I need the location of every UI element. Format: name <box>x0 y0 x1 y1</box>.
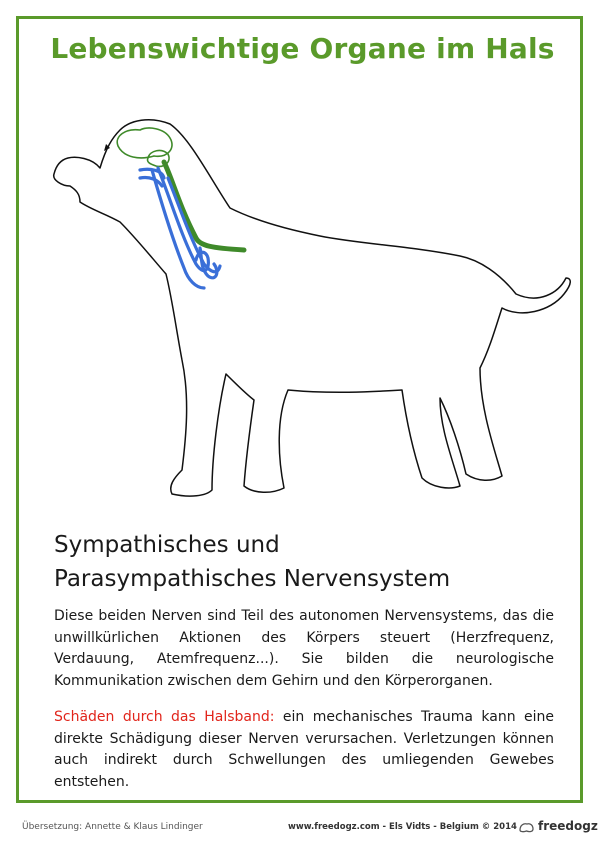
page-title: Lebenswichtige Organe im Hals <box>50 32 555 65</box>
translation-credit: Übersetzung: Annette & Klaus Lindinger <box>22 822 203 832</box>
paragraph-description: Diese beiden Nerven sind Teil des autonomen Nervensystems, das die unwillkürlichen Aktionen des Körpers steuert (Herzfrequenz, Verdauung, Atemfrequenz...). Sie bilden die neurologische Kommunikation zwischen dem Gehirn und den Körperorganen. <box>54 608 554 689</box>
brain-outline <box>117 128 172 158</box>
damage-text: ein mechanisches Trauma kann eine direkte Schädigung dieser Nerven verursachen. Verletzungen können auch indirekt durch Schwellungen des umliegenden Gewebes entstehen. <box>54 709 555 790</box>
dog-outline <box>54 120 571 496</box>
brand-name: freedogz <box>538 819 598 833</box>
damage-highlight: Schäden durch das Halsband: <box>54 709 275 725</box>
sympathetic-nerves <box>140 168 220 288</box>
vagus-nerve <box>164 162 244 250</box>
copyright-credit: www.freedogz.com - Els Vidts - Belgium © 2014 <box>288 822 517 832</box>
dog-nervous-system-illustration <box>40 98 580 510</box>
heading-line-1: Sympathisches und <box>54 532 280 558</box>
freedogz-logo <box>518 819 598 833</box>
paragraph-damage <box>54 707 554 793</box>
section-heading <box>54 528 574 596</box>
paw-icon <box>518 820 535 833</box>
heading-line-2: Parasympathisches Nervensystem <box>54 566 451 592</box>
